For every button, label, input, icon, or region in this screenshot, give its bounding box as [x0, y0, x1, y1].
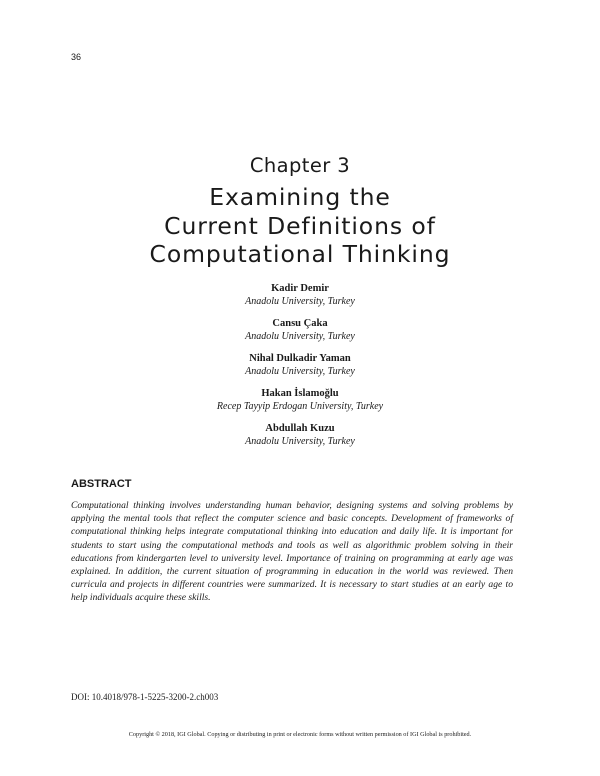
chapter-label: Chapter 3 [249, 154, 351, 177]
page-number: 36 [71, 52, 82, 62]
abstract-body: Computational thinking involves understanding human behavior, designing systems and solving problems by applying the mental tools that reflect the computer science and basic concepts. Development of frameworks of computational thinking helps integrate computational thinking into education and daily life. It is important for students to start using the computational methods and tools as well as algorithmic problem solving in their educations from kindergarten level to university level. Importance of training on programming at early age was explained. In addition, the current situation of programming in education in the world was reviewed. Then curricula and projects in different countries were summarized. It is necessary to start studies at an early age to help individuals acquire these skills. [71, 500, 513, 604]
author-name: Kadir Demir [271, 283, 329, 294]
author-block [0, 353, 600, 388]
copyright-notice: Copyright © 2018, IGI Global. Copying or distributing in print or electronic forms without written permission of IGI Global is prohibited. [128, 731, 472, 738]
doi: DOI: 10.4018/978-1-5225-3200-2.ch003 [71, 692, 219, 702]
chapter-title-line: Current Definitions of [164, 211, 436, 240]
author-list [0, 283, 600, 458]
author-affiliation: Anadolu University, Turkey [245, 435, 355, 447]
author-block [0, 283, 600, 318]
chapter-title-line: Computational Thinking [149, 240, 451, 268]
author-block [0, 388, 600, 423]
author-affiliation: Anadolu University, Turkey [245, 365, 355, 377]
author-name: Nihal Dulkadir Yaman [249, 353, 351, 364]
author-affiliation: Anadolu University, Turkey [245, 295, 355, 307]
author-block [0, 318, 600, 353]
chapter-title [60, 183, 540, 269]
author-name: Abdullah Kuzu [265, 423, 335, 434]
author-affiliation: Recep Tayyip Erdogan University, Turkey [216, 400, 384, 412]
author-name: Cansu Çaka [272, 318, 328, 329]
author-name: Hakan İslamoğlu [261, 388, 339, 399]
author-affiliation: Anadolu University, Turkey [245, 330, 355, 342]
abstract-heading: ABSTRACT [71, 478, 132, 490]
author-block [0, 423, 600, 458]
chapter-title-line: Examining the [209, 183, 391, 211]
